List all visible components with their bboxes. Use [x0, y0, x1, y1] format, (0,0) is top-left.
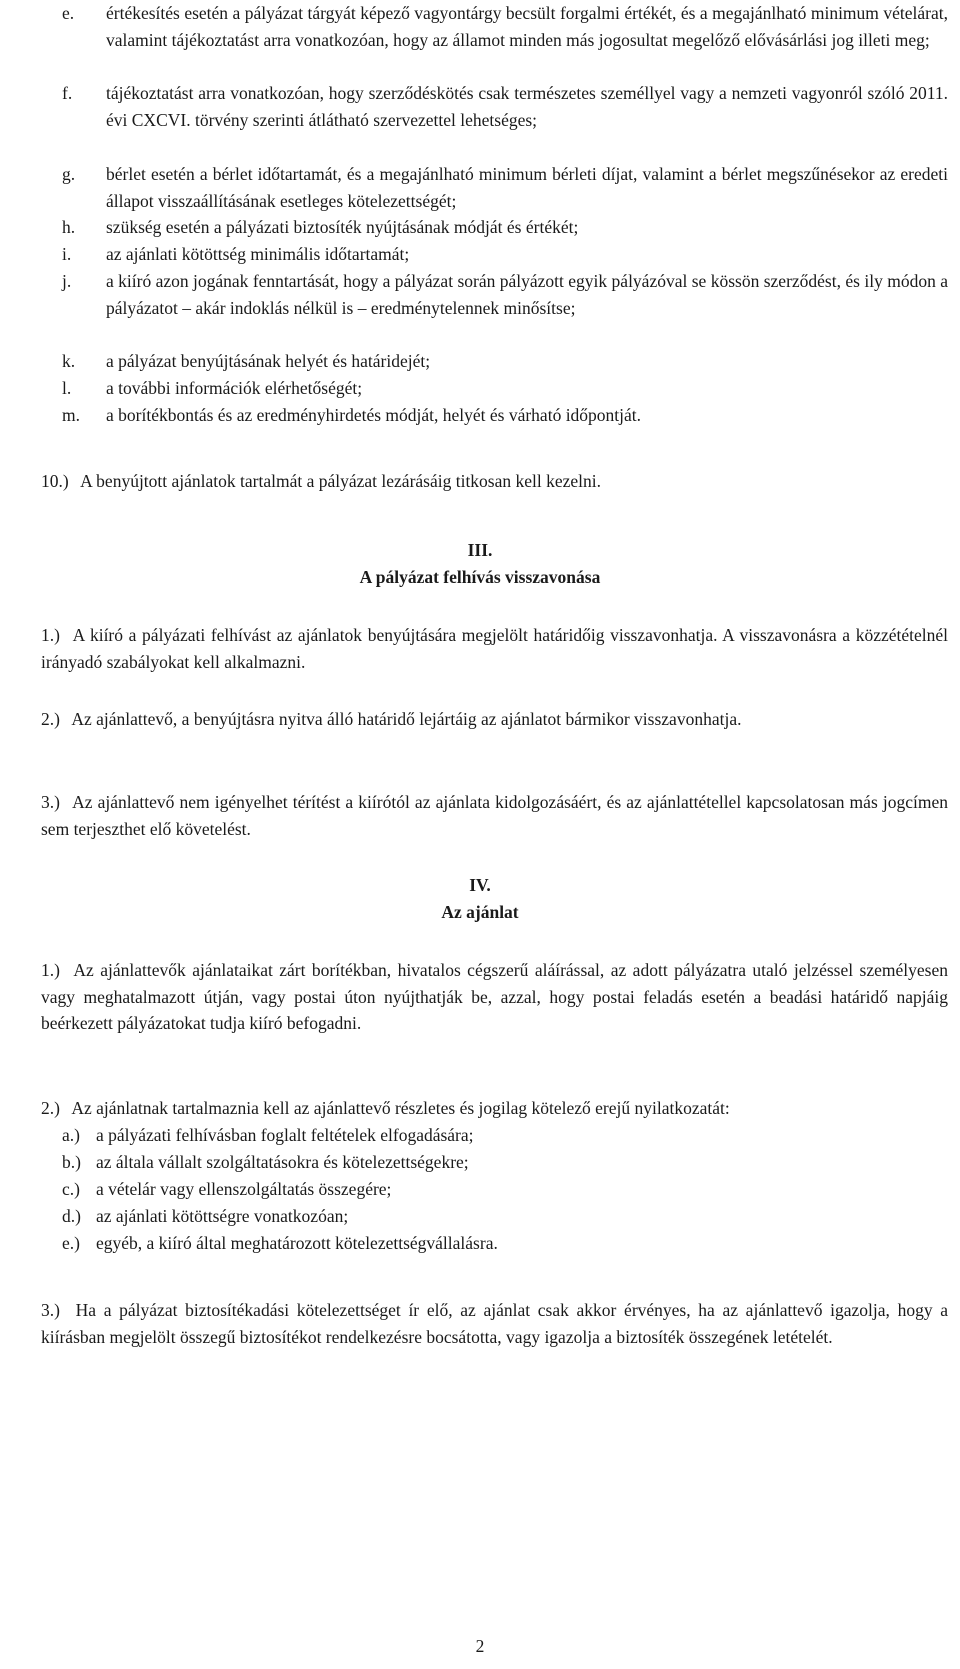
list-item-j — [62, 268, 948, 321]
paragraph-text: Az ajánlattevők ajánlataikat zárt borítékban, hivatalos cégszerű aláírással, az adott pályázatra utaló jelzéssel személyesen vagy meghatalmazott útján, vagy postai úton nyújthatják be, azzal, hogy postai feladás esetén a beadási határidő napjáig beérkezett pályázatokat tudja kiíró befogadni. — [41, 960, 948, 1033]
list-item-label: i. — [62, 244, 72, 264]
sub-item-text: a vételár vagy ellenszolgáltatás összegére; — [96, 1179, 392, 1199]
list-item-label: g. — [62, 164, 76, 184]
list-item-label: j. — [62, 271, 72, 291]
sub-item-label: e.) — [62, 1233, 80, 1253]
page-number: 2 — [475, 1636, 485, 1656]
list-item-i — [62, 241, 948, 268]
paragraph-number: 1.) — [41, 960, 60, 980]
list-item-text: értékesítés esetén a pályázat tárgyát képező vagyontárgy becsült forgalmi értékét, és a megajánlható minimum vételárat, valamint tájékoztatást arra vonatkozóan, hogy az államot minden más jogosultat megelőző elővásárlási jog illeti meg; — [106, 3, 948, 50]
sub-item-label: d.) — [62, 1206, 81, 1226]
sub-item-b — [62, 1149, 942, 1176]
paragraph-text: Az ajánlattevő, a benyújtásra nyitva álló határidő lejártáig az ajánlatot bármikor visszavonhatja. — [71, 709, 742, 729]
paragraph-text: Az ajánlattevő nem igényelhet térítést a kiírótól az ajánlata kidolgozásáért, és az ajánlattétellel kapcsolatosan más jogcímen sem terjeszthet elő követelést. — [41, 792, 948, 839]
sub-item-text: az ajánlati kötöttségre vonatkozóan; — [96, 1206, 349, 1226]
sub-item-label: b.) — [62, 1152, 81, 1172]
sub-item-a — [62, 1122, 942, 1149]
list-item-e — [62, 0, 948, 53]
paragraph-number: 2.) — [41, 1098, 60, 1118]
sub-item-d — [62, 1203, 942, 1230]
list-item-label: e. — [62, 3, 75, 23]
paragraph-iii-3 — [41, 789, 948, 842]
list-item-l — [62, 375, 948, 402]
paragraph-iv-2 — [41, 1095, 948, 1122]
list-item-text: szükség esetén a pályázati biztosíték nyújtásának módját és értékét; — [106, 217, 579, 237]
list-item-h — [62, 214, 948, 241]
paragraph-number: 3.) — [41, 792, 60, 812]
list-item-text: a kiíró azon jogának fenntartását, hogy a pályázat során pályázott egyik pályázóval se kössön szerződést, és ily módon a pályázatot – akár indoklás nélkül is – eredménytelennek minősítse; — [106, 271, 948, 318]
list-item-m — [62, 402, 948, 429]
list-item-label: f. — [62, 83, 73, 103]
list-item-label: h. — [62, 217, 76, 237]
sub-item-label: c.) — [62, 1179, 80, 1199]
section-numeral-iii: III. — [467, 540, 493, 560]
paragraph-text: Ha a pályázat biztosítékadási kötelezettséget ír elő, az ajánlat csak akkor érvényes, ha az ajánlattevő igazolja, hogy a kiírásban megjelölt összegű biztosítékot rendelkezésre bocsátotta, vagy igazolja a biztosíték összegének letételét. — [41, 1300, 949, 1347]
sub-item-text: az általa vállalt szolgáltatásokra és kötelezettségekre; — [96, 1152, 469, 1172]
list-item-text: a további információk elérhetőségét; — [106, 378, 363, 398]
paragraph-text: A kiíró a pályázati felhívást az ajánlatok benyújtására megjelölt határidőig visszavonhatja. A visszavonásra a közzétételnél irányadó szabályokat kell alkalmazni. — [41, 625, 949, 672]
list-item-g — [62, 161, 948, 214]
paragraph-iv-1 — [41, 957, 948, 1037]
paragraph-10 — [41, 468, 948, 495]
list-item-text: az ajánlati kötöttség minimális időtartamát; — [106, 244, 410, 264]
paragraph-iv-3 — [41, 1297, 948, 1350]
paragraph-text: A benyújtott ajánlatok tartalmát a pályázat lezárásáig titkosan kell kezelni. — [80, 471, 602, 491]
sub-item-c — [62, 1176, 942, 1203]
paragraph-number: 10.) — [41, 471, 69, 491]
paragraph-number: 2.) — [41, 709, 60, 729]
list-item-label: m. — [62, 405, 80, 425]
list-item-k — [62, 348, 948, 375]
section-title-iv: Az ajánlat — [441, 902, 519, 922]
paragraph-text: Az ajánlatnak tartalmaznia kell az ajánlattevő részletes és jogilag kötelező erejű nyilatkozatát: — [71, 1098, 730, 1118]
list-item-text: a borítékbontás és az eredményhirdetés módját, helyét és várható időpontját. — [106, 405, 642, 425]
list-item-text: bérlet esetén a bérlet időtartamát, és a megajánlható minimum bérleti díjat, valamint a bérlet megszűnésekor az eredeti állapot visszaállításának esetleges kötelezettségét; — [106, 164, 948, 211]
list-item-text: tájékoztatást arra vonatkozóan, hogy szerződéskötés csak természetes személlyel vagy a nemzeti vagyonról szóló 2011. évi CXCVI. törvény szerinti átlátható szervezettel lehetséges; — [106, 83, 948, 130]
section-numeral-iv: IV. — [469, 875, 491, 895]
section-title-iii: A pályázat felhívás visszavonása — [359, 567, 601, 587]
list-item-label: k. — [62, 351, 76, 371]
paragraph-number: 3.) — [41, 1300, 60, 1320]
list-item-f — [62, 80, 948, 133]
sub-item-label: a.) — [62, 1125, 80, 1145]
sub-item-text: egyéb, a kiíró által meghatározott kötelezettségvállalásra. — [96, 1233, 498, 1253]
sub-item-e — [62, 1230, 942, 1257]
sub-item-text: a pályázati felhívásban foglalt feltételek elfogadására; — [96, 1125, 474, 1145]
paragraph-number: 1.) — [41, 625, 60, 645]
list-item-label: l. — [62, 378, 72, 398]
paragraph-iii-1 — [41, 622, 948, 675]
paragraph-iii-2 — [41, 706, 948, 733]
list-item-text: a pályázat benyújtásának helyét és határidejét; — [106, 351, 431, 371]
